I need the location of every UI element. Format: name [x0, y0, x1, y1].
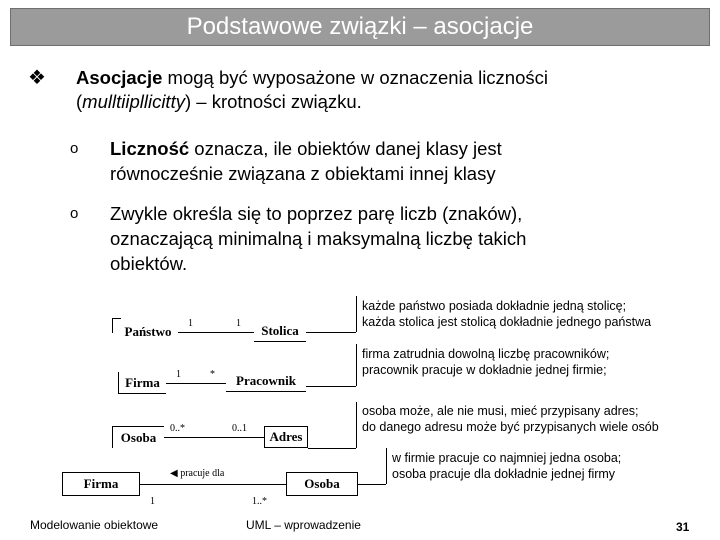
- multiplicity-label: 1: [176, 369, 181, 380]
- note-4-line1: w firmie pracuje co najmniej jedna osoba;: [392, 451, 622, 465]
- sub-bullet-1: [70, 136, 690, 186]
- note-connector: [386, 448, 387, 484]
- note-2-line1: firma zatrudnia dowolną liczbę pracowników;: [362, 347, 610, 361]
- note-2-line2: pracownik pracuje w dokładnie jednej firmie;: [362, 363, 607, 377]
- class-box-osoba-2: Osoba: [286, 472, 358, 496]
- note-1: [362, 298, 651, 330]
- sub-bullet-2-line2: oznaczającą minimalną i maksymalną liczbę takich: [110, 228, 527, 249]
- note-1-line2: każda stolica jest stolicą dokładnie jednego państwa: [362, 315, 652, 329]
- note-connector: [356, 344, 357, 386]
- class-box-panstwo: Państwo: [118, 322, 178, 342]
- main-bullet: [28, 66, 708, 114]
- page-number: 31: [676, 520, 690, 534]
- footer-center: UML – wprowadzenie: [246, 518, 361, 532]
- note-3: [362, 403, 659, 435]
- multiplicity-label: 0..1: [232, 423, 247, 434]
- multiplicity-label: *: [210, 369, 215, 380]
- note-connector: [306, 386, 356, 387]
- main-bullet-bold: Asocjacje: [76, 67, 163, 88]
- circle-bullet-icon: o: [70, 205, 79, 222]
- footer-left: Modelowanie obiektowe: [30, 518, 159, 532]
- note-connector: [358, 484, 386, 485]
- class-box-pracownik: Pracownik: [226, 370, 306, 392]
- sub-bullet-2-line3: obiektów.: [110, 253, 188, 274]
- note-connector: [356, 402, 357, 448]
- main-bullet-italic: mulltiipllicitty: [82, 91, 185, 112]
- circle-bullet-icon: o: [70, 140, 79, 157]
- note-connector: [308, 448, 356, 449]
- sub-bullet-1-line2: równocześnie związana z obiektami innej klasy: [110, 163, 496, 184]
- association-name-label: ◀ pracuje dla: [170, 468, 225, 479]
- association-line: [166, 383, 226, 384]
- class-box-firma: Firma: [118, 372, 166, 394]
- class-box-osoba: Osoba: [112, 426, 164, 448]
- note-connector: [356, 296, 357, 332]
- multiplicity-label: 1: [150, 496, 155, 507]
- multiplicity-label: 1: [236, 318, 241, 329]
- note-3-line2: do danego adresu może być przypisanych wiele osób: [362, 420, 659, 434]
- multiplicity-label: 0..*: [170, 423, 185, 434]
- note-1-line1: każde państwo posiada dokładnie jedną stolicę;: [362, 299, 627, 313]
- sub-bullet-2-line1: Zwykle określa się to poprzez parę liczb (znaków),: [110, 203, 523, 224]
- multiplicity-label: 1: [188, 318, 193, 329]
- association-line: [178, 332, 254, 333]
- class-box-firma-2: Firma: [62, 472, 140, 496]
- sub-bullet-1-line1: oznacza, ile obiektów danej klasy jest: [189, 138, 502, 159]
- slide-title: Podstawowe związki – asocjacje: [10, 8, 710, 46]
- association-line: [140, 484, 286, 485]
- multiplicity-label: 1..*: [252, 496, 267, 507]
- note-4: [392, 450, 621, 482]
- main-bullet-text1: mogą być wyposażone w oznaczenia liczności: [162, 67, 548, 88]
- sub-bullet-2: [70, 201, 690, 276]
- note-3-line1: osoba może, ale nie musi, mieć przypisany adres;: [362, 404, 639, 418]
- association-line: [164, 437, 264, 438]
- note-4-line2: osoba pracuje dla dokładnie jednej firmy: [392, 467, 616, 481]
- note-2: [362, 346, 609, 378]
- main-bullet-text2-pre: (: [76, 91, 83, 112]
- main-bullet-text2-post: ) – krotności związku.: [184, 91, 362, 112]
- sub-bullet-1-bold: Liczność: [110, 138, 190, 159]
- note-connector: [306, 332, 356, 333]
- diamond-bullet-icon: ❖: [28, 67, 46, 89]
- class-box-stolica: Stolica: [254, 320, 306, 342]
- class-box-adres: Adres: [264, 426, 308, 448]
